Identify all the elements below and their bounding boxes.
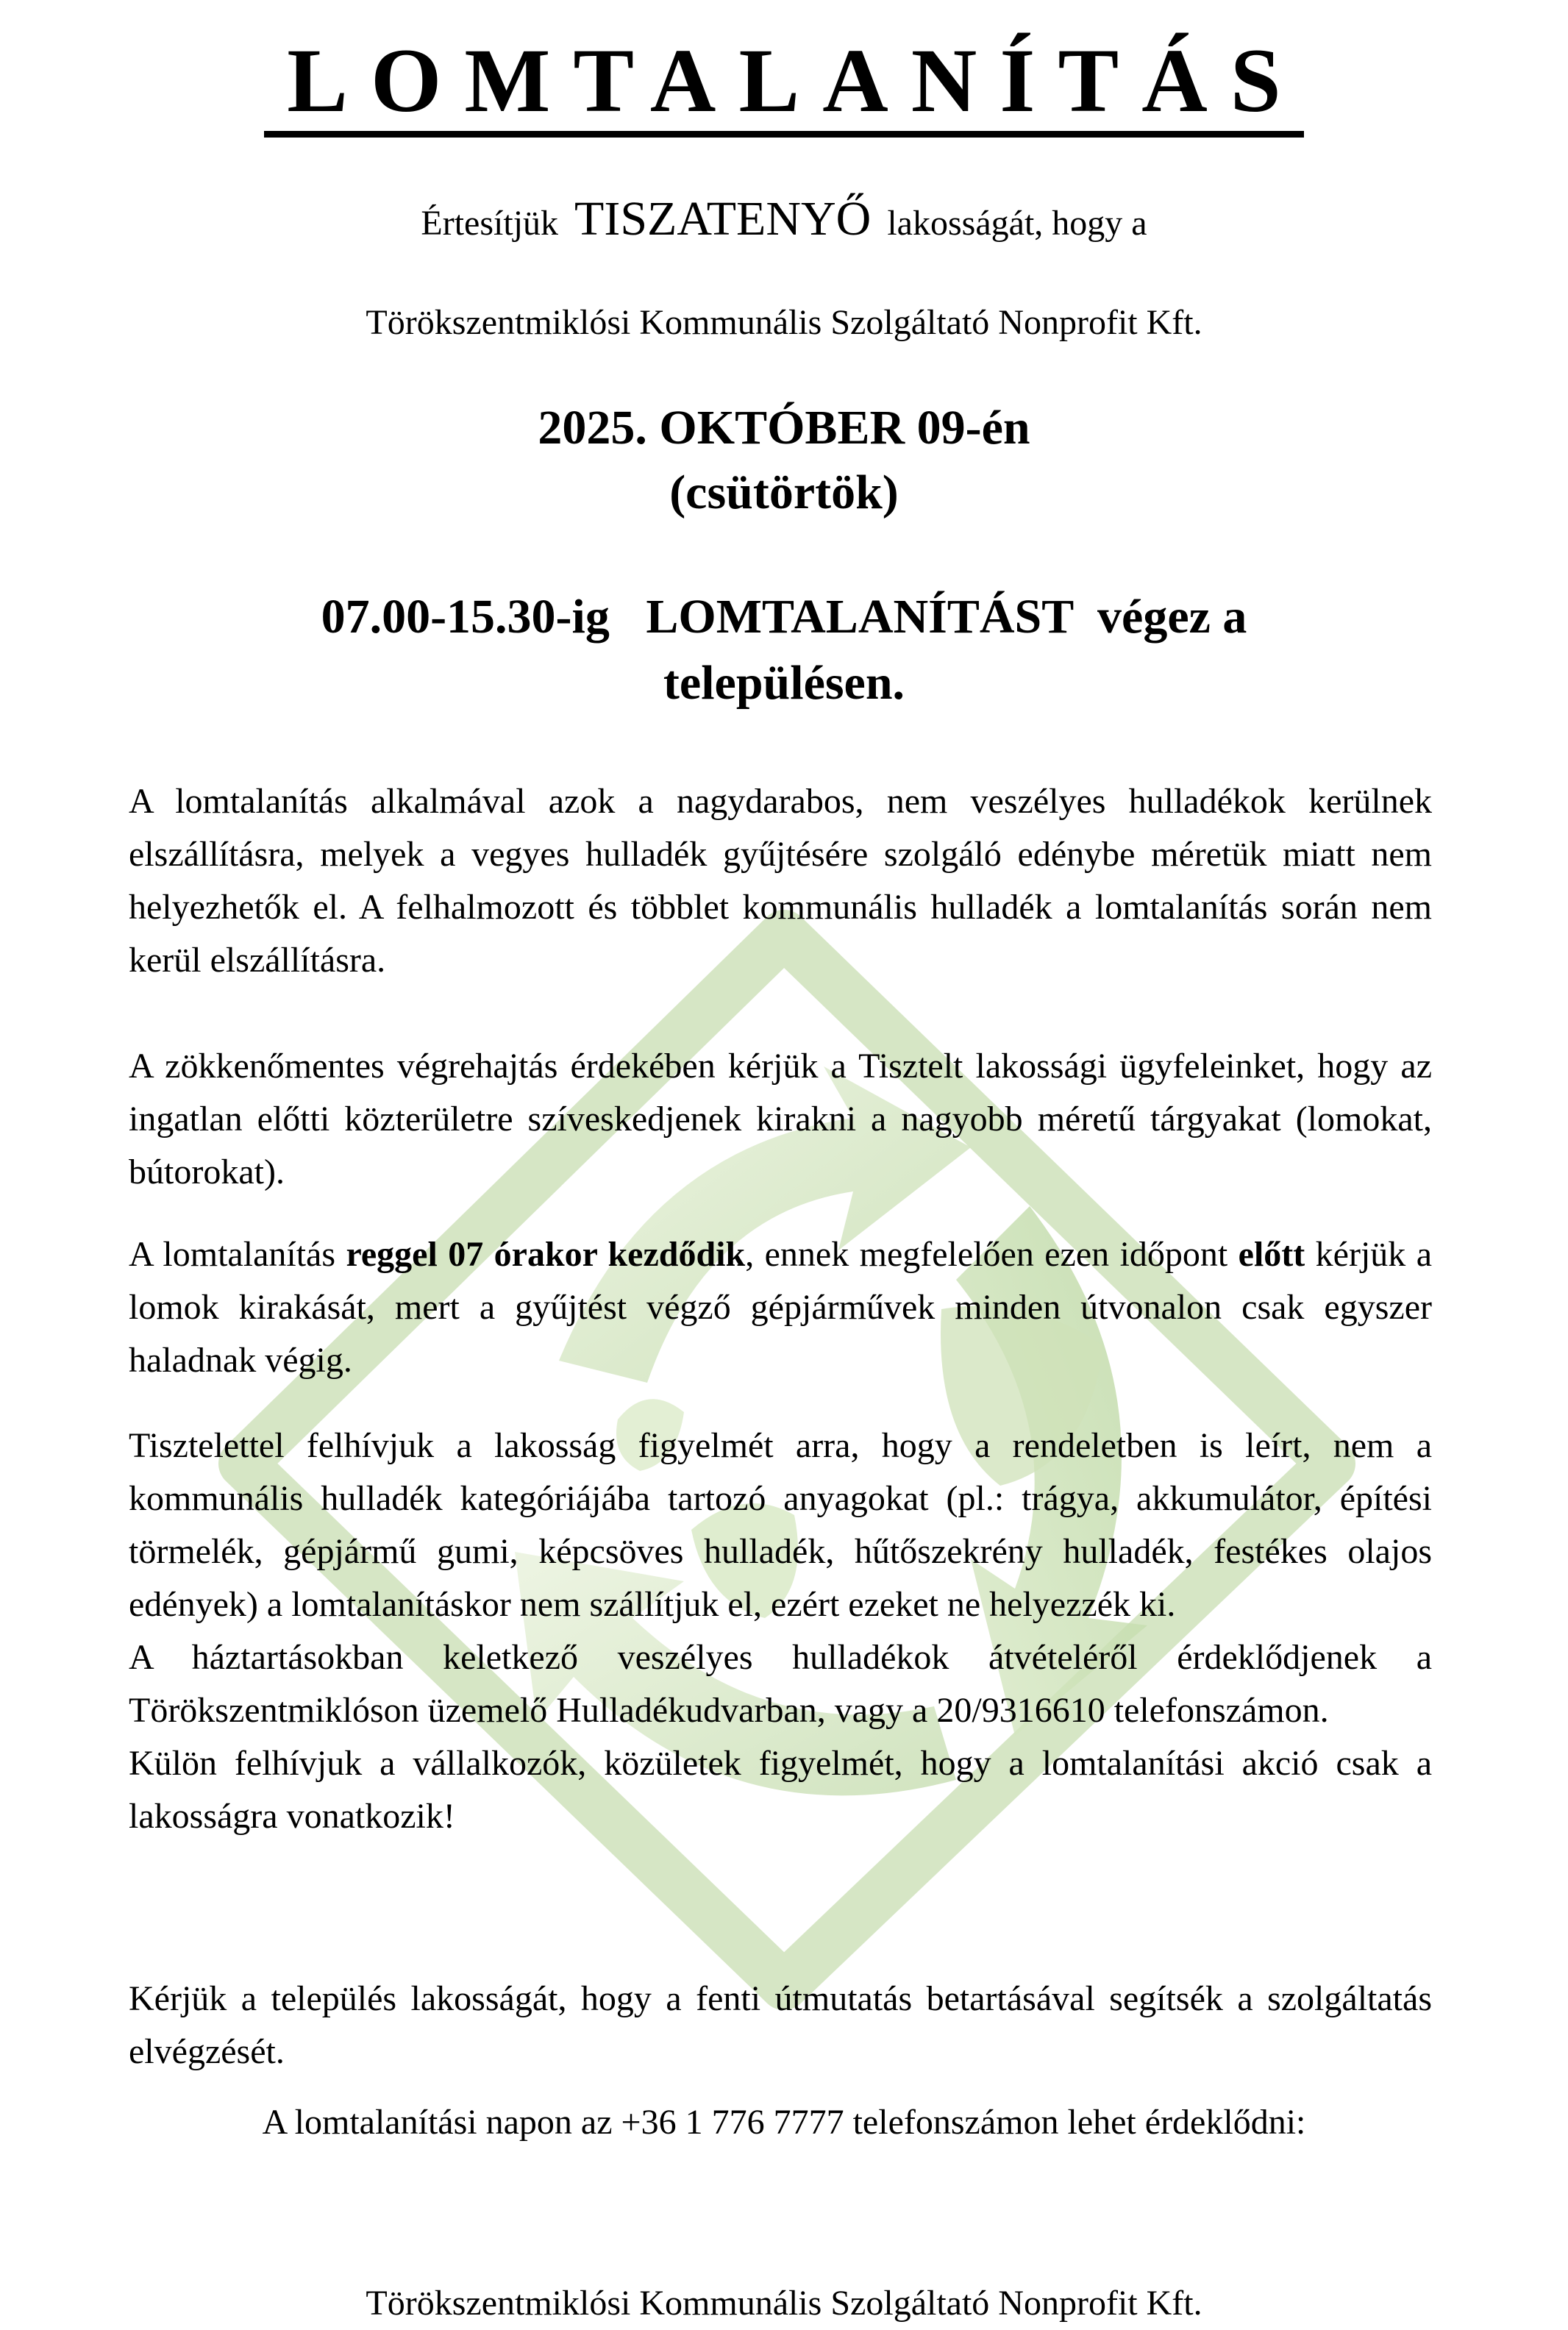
location-line: településen. <box>663 656 905 710</box>
p3-text-a: A lomtalanítás <box>129 1235 346 1274</box>
paragraph-request: A zökkenőmentes végrehajtás érdekében kérjük a Tisztelt lakossági ügyfeleinket, hogy az ingatlan előtti közterületre szíveskedjenek kirakni a nagyobb méretű tárgyakat (lomokat, bútorokat). <box>129 1047 1432 1191</box>
p3-bold-before: előtt <box>1238 1235 1305 1274</box>
footer-company: Törökszentmiklósi Kommunális Szolgáltató Nonprofit Kft. <box>366 2284 1202 2323</box>
time-line: 07.00-15.30-ig LOMTALANÍTÁST végez a <box>321 590 1247 644</box>
hazardous-waste-text: A háztartásokban keletkező veszélyes hulladékok átvételéről érdeklődjenek a Törökszentmiklóson üzemelő Hulladékudvarban, vagy a 20/9316610 telefonszámon. <box>129 1638 1432 1730</box>
exclusions-text: Tisztelettel felhívjuk a lakosság figyelmét arra, hogy a rendeletben is leírt, nem a kommunális hulladék kategóriájába tartozó anyagokat (pl.: trágya, akkumulátor, építési törmelék, gépjármű gumi, képcsöves hulladék, hűtőszekrény hulladék, festékes olajos edények) a lomtalanításkor nem szállítjuk el, ezért ezeket ne helyezzék ki. <box>129 1426 1432 1624</box>
p3-text-e: kérjük a lomok kirakását, mert a gyűjtést végző gépjárművek minden útvonalon csak egyszer haladnak végig. <box>129 1235 1432 1380</box>
paragraph-start-time <box>129 1228 1432 1387</box>
paragraph-closing: Kérjük a település lakosságát, hogy a fenti útmutatás betartásával segítsék a szolgáltatás elvégzését. <box>129 1979 1432 2071</box>
p3-bold-start: reggel 07 órakor kezdődik <box>346 1235 746 1274</box>
p3-text-c: , ennek megfelelően ezen időpont <box>745 1235 1239 1274</box>
paragraph-exclusions <box>129 1419 1432 1843</box>
date-line: 2025. OKTÓBER 09-én <box>538 401 1030 455</box>
company-line: Törökszentmiklósi Kommunális Szolgáltató Nonprofit Kft. <box>366 303 1202 342</box>
contact-line: A lomtalanítási napon az +36 1 776 7777 telefonszámon lehet érdeklődni: <box>262 2103 1306 2142</box>
town-name: TISZATENYŐ <box>574 192 872 246</box>
intro-line <box>0 190 1568 253</box>
intro-suffix: lakosságát, hogy a <box>887 204 1147 243</box>
businesses-note-text: Külön felhívjuk a vállalkozók, közületek figyelmét, hogy a lomtalanítási akció csak a lakosságra vonatkozik! <box>129 1744 1432 1836</box>
page-title <box>0 29 1568 132</box>
weekday-line: (csütörtök) <box>669 466 899 519</box>
date-block <box>0 396 1568 525</box>
time-block <box>0 584 1568 716</box>
paragraph-intro: A lomtalanítás alkalmával azok a nagydarabos, nem veszélyes hulladékok kerülnek elszállításra, melyek a vegyes hulladék gyűjtésére szolgáló edénybe méretük miatt nem helyezhetők el. A felhalmozott és többlet kommunális hulladék a lomtalanítás során nem kerül elszállításra. <box>129 782 1432 980</box>
intro-prefix: Értesítjük <box>421 204 559 243</box>
title-text: LOMTALANÍTÁS <box>264 30 1304 138</box>
